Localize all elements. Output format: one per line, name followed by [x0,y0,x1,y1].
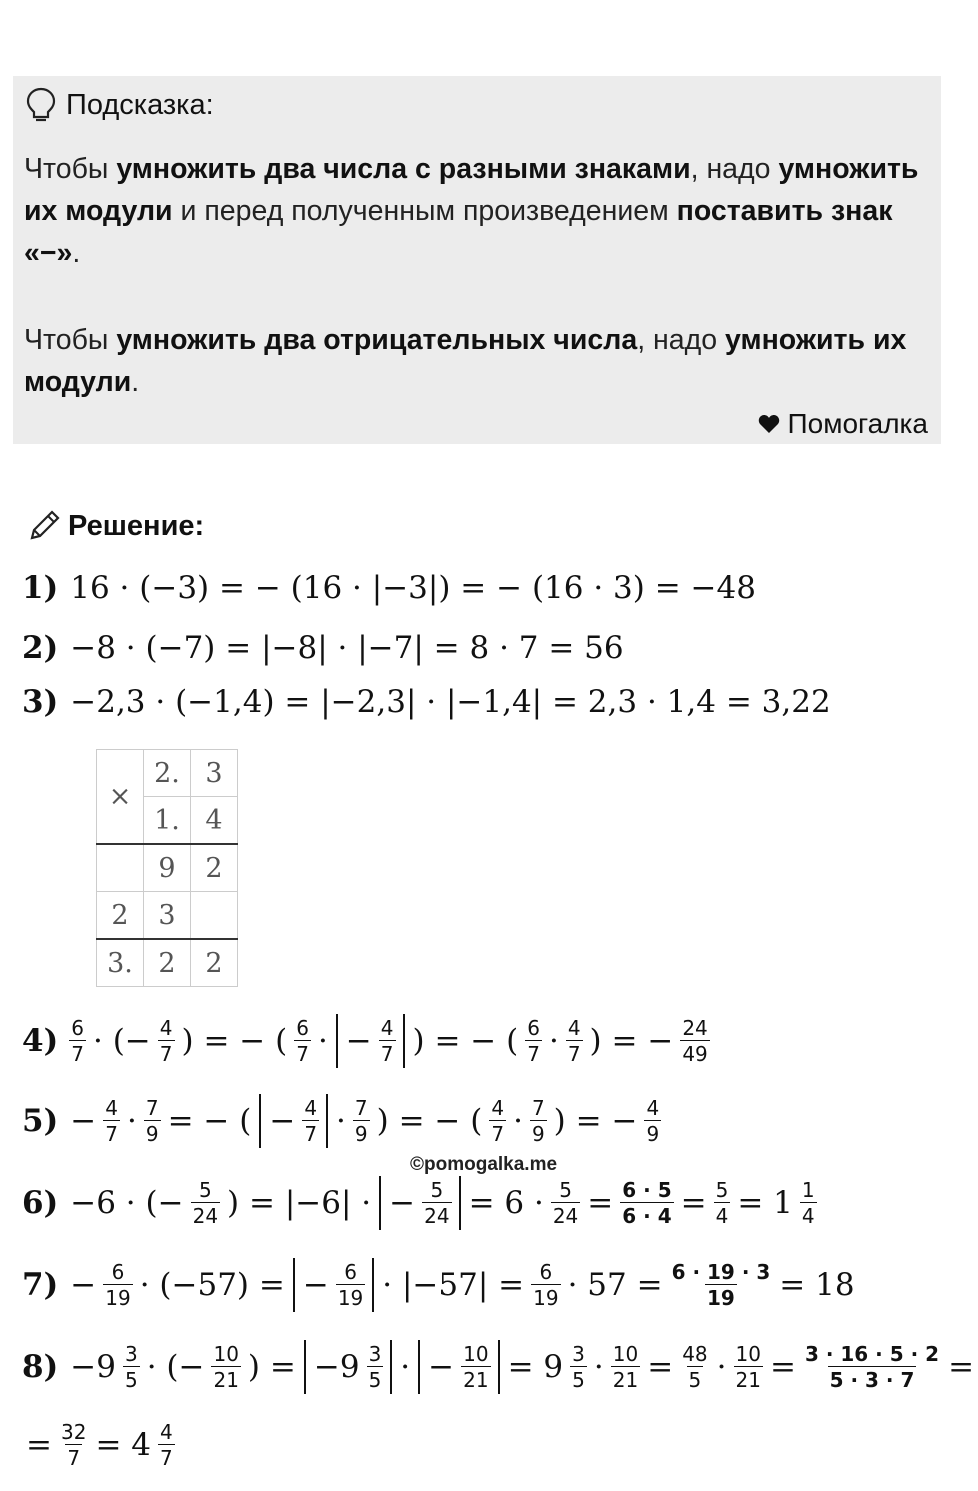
expression-text: = [680,1185,707,1221]
expression-text: 16 · (−3) = − (16 · |−3|) = − (16 · 3) = −48 [70,570,756,606]
absolute-value-bar [326,1094,328,1148]
numerator: 1 [801,1178,815,1202]
expression-text: · [716,1349,727,1385]
fraction [123,1342,140,1392]
expression-text: − [269,1103,296,1139]
denominator: 21 [735,1368,761,1392]
fraction [734,1342,763,1392]
absolute-value-bar [259,1094,261,1148]
solution-line [22,1014,713,1068]
table-cell: 2 [191,939,238,987]
fraction [158,1420,175,1470]
table-cell: 1. [144,797,191,845]
expression-text: = 18 [779,1267,855,1303]
denominator: 7 [67,1446,81,1470]
numerator: 5 [715,1178,729,1202]
numerator: 4 [567,1016,581,1040]
expression-text: · [336,1103,346,1139]
denominator: 7 [567,1042,581,1066]
hint-text: . [72,237,81,269]
denominator: 9 [646,1122,660,1146]
hint-text: и перед полученным произведением [172,195,677,227]
watermark: ©pomogalka.me [410,1154,558,1175]
denominator: 19 [105,1286,131,1310]
fraction [103,1096,120,1146]
line-number: 3) [22,684,59,720]
table-cell [97,844,144,892]
hint-title [24,86,214,124]
denominator: 6 · 4 [622,1204,672,1228]
expression-text: − [70,1267,97,1303]
denominator: 7 [71,1042,84,1066]
fraction [59,1420,88,1470]
denominator: 19 [707,1286,735,1310]
numerator: 7 [145,1096,159,1120]
fraction [566,1016,583,1066]
denominator: 5 [124,1368,138,1392]
brand-name: Помогалка [787,408,928,439]
solution-line [22,1176,820,1230]
absolute-value-bar [379,1176,381,1230]
denominator: 7 [527,1042,540,1066]
hint-text: . [131,366,140,398]
expression-text: · 57 = [567,1267,663,1303]
numerator: 6 [539,1260,553,1284]
fraction [461,1342,490,1392]
denominator: 5 [572,1368,585,1392]
expression-text: −9 [70,1349,116,1385]
hint-text: Чтобы [24,324,117,356]
hint-bold-text: поставить знак «−» [24,195,893,269]
fraction [714,1178,731,1228]
fraction [302,1096,319,1146]
expression-text: = 4 [95,1427,151,1463]
brand [758,406,928,442]
numerator: 10 [735,1342,761,1366]
fraction [367,1342,384,1392]
fraction [570,1342,587,1392]
fraction [530,1096,547,1146]
expression-text: · [126,1103,137,1139]
solution-line [22,630,628,666]
expression-text: · (− [92,1023,151,1059]
expression-text: = [587,1185,614,1221]
table-cell: 3 [144,892,191,940]
expression-text: = [948,1349,975,1385]
numerator: 7 [354,1096,368,1120]
expression-text: = 6 · [468,1185,544,1221]
numerator: 6 [111,1260,125,1284]
table-row [97,892,238,940]
hint-bold-text: умножить два числа с разными знаками [116,153,691,185]
numerator: 3 [368,1342,382,1366]
expression-text: · (− [146,1349,205,1385]
fraction [670,1260,773,1310]
numerator: 4 [380,1016,394,1040]
numerator: 7 [531,1096,545,1120]
denominator: 7 [296,1042,309,1066]
expression-text: − [428,1349,455,1385]
line-number: 1) [22,570,59,606]
expression-text: = [647,1349,674,1385]
expression-text: − [389,1185,416,1221]
denominator: 7 [160,1446,173,1470]
expression-text: · |−57| = [382,1267,525,1303]
denominator: 21 [213,1368,239,1392]
expression-text: = 9 [507,1349,564,1385]
denominator: 24 [192,1204,219,1228]
expression-text: = [769,1349,796,1385]
denominator: 21 [463,1368,489,1392]
numerator: 10 [213,1342,239,1366]
table-row [97,939,238,987]
numerator: 4 [105,1096,118,1120]
denominator: 49 [682,1042,708,1066]
fraction [620,1178,673,1228]
absolute-value-bar [390,1340,392,1394]
line-number: 2) [22,630,59,666]
fraction [211,1342,240,1392]
numerator: 10 [463,1342,489,1366]
hint-title-text: Подсказка: [66,89,214,121]
numerator: 4 [491,1096,505,1120]
heart-icon [758,414,780,434]
hint-text: Чтобы [24,153,117,185]
fraction [611,1342,640,1392]
denominator: 7 [380,1042,394,1066]
fraction [353,1096,370,1146]
lightbulb-icon [24,86,58,124]
table-cell: 2. [144,750,191,797]
numerator: 4 [159,1016,173,1040]
hint-bold-text: умножить два отрицательных числа [116,324,638,356]
fraction [336,1260,365,1310]
numerator: 4 [160,1420,173,1444]
absolute-value-bar [459,1176,461,1230]
table-cell: 3. [97,939,144,987]
table-cell: 2 [97,892,144,940]
expression-text: − [345,1023,372,1059]
denominator: 9 [531,1122,545,1146]
absolute-value-bar [418,1340,420,1394]
numerator: 6 [344,1260,357,1284]
line-number: 4) [22,1023,59,1059]
denominator: 5 [688,1368,702,1392]
fraction [803,1342,941,1392]
fraction [680,1016,709,1066]
expression-text: · (−57) = [139,1267,285,1303]
expression-text: ) = − [589,1023,674,1059]
expression-text: = [26,1427,52,1463]
table-cell [191,892,238,940]
solution-line [22,1094,664,1148]
numerator: 4 [304,1096,318,1120]
fraction [800,1178,817,1228]
table-cell: 2 [144,939,191,987]
denominator: 7 [304,1122,318,1146]
solution-title [26,508,204,544]
absolute-value-bar [372,1258,374,1312]
numerator: 6 [71,1016,84,1040]
line-number: 7) [22,1267,59,1303]
denominator: 24 [552,1204,579,1228]
hint-paragraph-2 [24,319,924,403]
expression-text: −2,3 · (−1,4) = |−2,3| · |−1,4| = 2,3 · 1,4 = 3,22 [70,684,831,720]
denominator: 5 · 3 · 7 [829,1368,915,1392]
denominator: 9 [145,1122,159,1146]
fraction [551,1178,580,1228]
numerator: 4 [646,1096,660,1120]
denominator: 4 [715,1204,729,1228]
solution-line [22,684,835,720]
numerator: 6 [527,1016,540,1040]
numerator: 24 [682,1016,708,1040]
numerator: 5 [430,1178,444,1202]
solution-line [22,1420,178,1470]
denominator: 24 [424,1204,450,1228]
fraction [489,1096,506,1146]
denominator: 7 [491,1122,505,1146]
table-row [97,750,238,797]
numerator: 3 [572,1342,585,1366]
expression-text: ) = |−6| · [227,1185,372,1221]
numerator: 3 [124,1342,138,1366]
expression-text: − [302,1267,329,1303]
fraction [191,1178,220,1228]
line-number: 5) [22,1103,59,1139]
fraction [294,1016,311,1066]
expression-text: · [400,1349,411,1385]
denominator: 4 [801,1204,815,1228]
expression-text: − [70,1103,97,1139]
hint-text: , надо [690,153,779,185]
absolute-value-bar [336,1014,338,1068]
fraction [644,1096,661,1146]
expression-text: · [593,1349,604,1385]
expression-text: = 1 [737,1185,793,1221]
numerator: 5 [559,1178,572,1202]
solution-line [22,570,760,606]
fraction [144,1096,161,1146]
hint-bold-text: умножить их модули [24,324,907,398]
fraction [525,1016,542,1066]
line-number: 8) [22,1349,59,1385]
table-row [97,844,238,892]
fraction [531,1260,560,1310]
hint-text: , надо [637,324,726,356]
expression-text: = − ( [167,1103,252,1139]
table-cell: 4 [191,797,238,845]
hint-bold-text: умножить их модули [24,153,919,227]
line-number: 6) [22,1185,59,1221]
expression-text: −6 · (− [70,1185,184,1221]
expression-text: −9 [313,1349,360,1385]
solution-title-text: Решение: [68,510,205,542]
expression-text: ) = − ( [412,1023,519,1059]
numerator: 6 · 5 [622,1178,672,1202]
denominator: 21 [612,1368,639,1392]
expression-text: −8 · (−7) = |−8| · |−7| = 8 · 7 = 56 [70,630,624,666]
numerator: 6 · 19 · 3 [671,1260,771,1284]
absolute-value-bar [304,1340,306,1394]
numerator: 10 [612,1342,639,1366]
numerator: 32 [60,1420,87,1444]
fraction [680,1342,709,1392]
numerator: 48 [682,1342,708,1366]
numerator: 5 [198,1178,212,1202]
expression-text: · [513,1103,523,1139]
expression-text: ) = − ( [181,1023,288,1059]
denominator: 19 [337,1286,364,1310]
pencil-icon [26,508,62,544]
expression-text: ) = − ( [376,1103,483,1139]
table-cell: × [97,750,144,845]
table-cell: 9 [144,844,191,892]
absolute-value-bar [403,1014,405,1068]
fraction [422,1178,451,1228]
absolute-value-bar [498,1340,500,1394]
denominator: 19 [533,1286,559,1310]
solution-line [22,1340,978,1394]
expression-text: · [548,1023,559,1059]
solution-line [22,1258,859,1312]
table-cell: 3 [191,750,238,797]
table-cell: 2 [191,844,238,892]
denominator: 5 [368,1368,382,1392]
fraction [379,1016,396,1066]
expression-text: ) = − [553,1103,638,1139]
hint-paragraph-1 [24,148,924,274]
fraction [69,1016,86,1066]
expression-text: · [317,1023,328,1059]
fraction [103,1260,132,1310]
denominator: 7 [105,1122,118,1146]
fraction [158,1016,175,1066]
multiplication-table [96,749,238,987]
numerator: 3 · 16 · 5 · 2 [804,1342,940,1366]
expression-text: ) = [247,1349,296,1385]
denominator: 7 [159,1042,173,1066]
absolute-value-bar [293,1258,295,1312]
numerator: 6 [296,1016,309,1040]
denominator: 9 [354,1122,368,1146]
